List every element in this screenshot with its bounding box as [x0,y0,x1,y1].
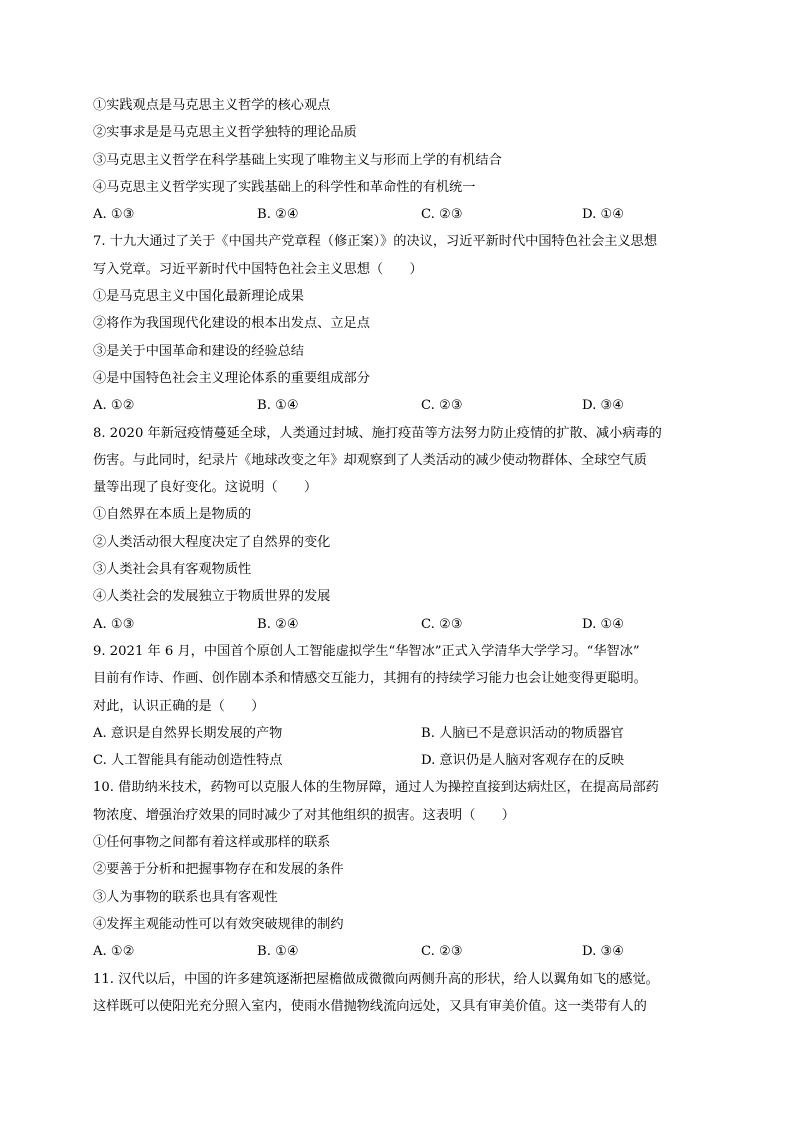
question-11 [93,966,703,1021]
option-b: B. ①④ [257,398,299,414]
option-c: C. 人工智能具有能动创造性特点 [93,753,283,769]
option-c: C. ②③ [421,398,463,414]
option-b: B. 人脑已不是意识活动的物质器官 [421,725,624,741]
answer-options [93,392,703,419]
option-b: B. ②④ [257,616,299,632]
statement-item: ②要善于分析和把握事物存在和发展的条件 [93,862,344,878]
statement-item: ②实事求是是马克思主义哲学独特的理论品质 [93,125,357,141]
answer-options [93,201,703,228]
statement-item: ④是中国特色社会主义理论体系的重要组成部分 [93,370,370,386]
option-c: C. ②③ [421,616,463,632]
question-stem-line: 7. 十九大通过了关于《中国共产党章程（修正案）》的决议，习近平新时代中国特色社会主义思想 [93,234,658,250]
answer-options-row-2 [93,747,703,774]
question-stem-line: 量等出现了良好变化。这说明（ ） [93,480,318,496]
option-a: A. 意识是自然界长期发展的产物 [93,725,283,741]
statement-item: ④发挥主观能动性可以有效突破规律的制约 [93,916,344,932]
question-stem-line: 目前有作诗、作画、创作剧本杀和情感交互能力，其拥有的持续学习能力也会让她变得更聪明。 [93,671,647,687]
option-d: D. ①④ [582,616,625,632]
question-stem-line: 伤害。与此同时，纪录片《地球改变之年》却观察到了人类活动的减少使动物群体、全球空气质 [93,452,647,468]
question-stem-line: 物浓度、增强治疗效果的同时减少了对其他组织的损害。这表明（ ） [93,807,515,823]
statement-item: ③人为事物的联系也具有客观性 [93,889,278,905]
option-a: A. ①② [93,398,135,414]
option-a: A. ①③ [93,616,135,632]
answer-options [93,611,703,638]
statement-item: ②人类活动很大程度决定了自然界的变化 [93,534,331,550]
option-b: B. ①④ [257,944,299,960]
question-8 [93,420,703,638]
question-stem-line: 11. 汉代以后，中国的许多建筑逐渐把屋檐做成微微向两侧升高的形状，给人以翼角如飞的感觉。 [93,971,659,987]
option-d: D. ③④ [582,398,625,414]
option-c: C. ②③ [421,207,463,223]
question-stem-line: 这样既可以使阳光充分照入室内，使雨水借抛物线流向远处，又具有审美价值。这一类带有人的 [93,998,647,1014]
option-d: D. 意识仍是人脑对客观存在的反映 [421,753,625,769]
statement-item: ①自然界在本质上是物质的 [93,507,252,523]
exam-page [93,92,703,1020]
statement-item: ①是马克思主义中国化最新理论成果 [93,289,304,305]
statement-item: ③是关于中国革命和建设的经验总结 [93,343,304,359]
statement-item: ①实践观点是马克思主义哲学的核心观点 [93,98,331,113]
statement-item: ④人类社会的发展独立于物质世界的发展 [93,589,331,605]
option-d: D. ①④ [582,207,625,223]
question-6-tail [93,92,703,228]
question-stem-line: 8. 2020 年新冠疫情蔓延全球，人类通过封城、施打疫苗等方法努力防止疫情的扩散、减小病毒的 [93,425,662,441]
statement-item: ②将作为我国现代化建设的根本出发点、立足点 [93,316,370,332]
statement-item: ①任何事物之间都有着这样或那样的联系 [93,835,331,851]
question-9 [93,638,703,774]
question-stem-line: 9. 2021 年 6 月，中国首个原创人工智能虚拟学生“华智冰”正式入学清华大学学习。“华智冰” [93,643,640,659]
option-a: A. ①③ [93,207,135,223]
option-c: C. ②③ [421,944,463,960]
question-stem-line: 对此，认识正确的是（ ） [93,698,265,714]
option-a: A. ①② [93,944,135,960]
statement-item: ④马克思主义哲学实现了实践基础上的科学性和革命性的有机统一 [93,179,476,195]
statement-item: ③人类社会具有客观物质性 [93,562,252,578]
answer-options [93,938,703,965]
statement-item: ③马克思主义哲学在科学基础上实现了唯物主义与形而上学的有机结合 [93,152,502,168]
option-b: B. ②④ [257,207,299,223]
question-10 [93,774,703,965]
answer-options-row-1 [93,720,703,747]
question-7 [93,228,703,419]
option-d: D. ③④ [582,944,625,960]
question-stem-line: 10. 借助纳米技术，药物可以克服人体的生物屏障，通过人为操控直接到达病灶区，在提高局部药 [93,780,659,796]
question-stem-line: 写入党章。习近平新时代中国特色社会主义思想（ ） [93,261,423,277]
